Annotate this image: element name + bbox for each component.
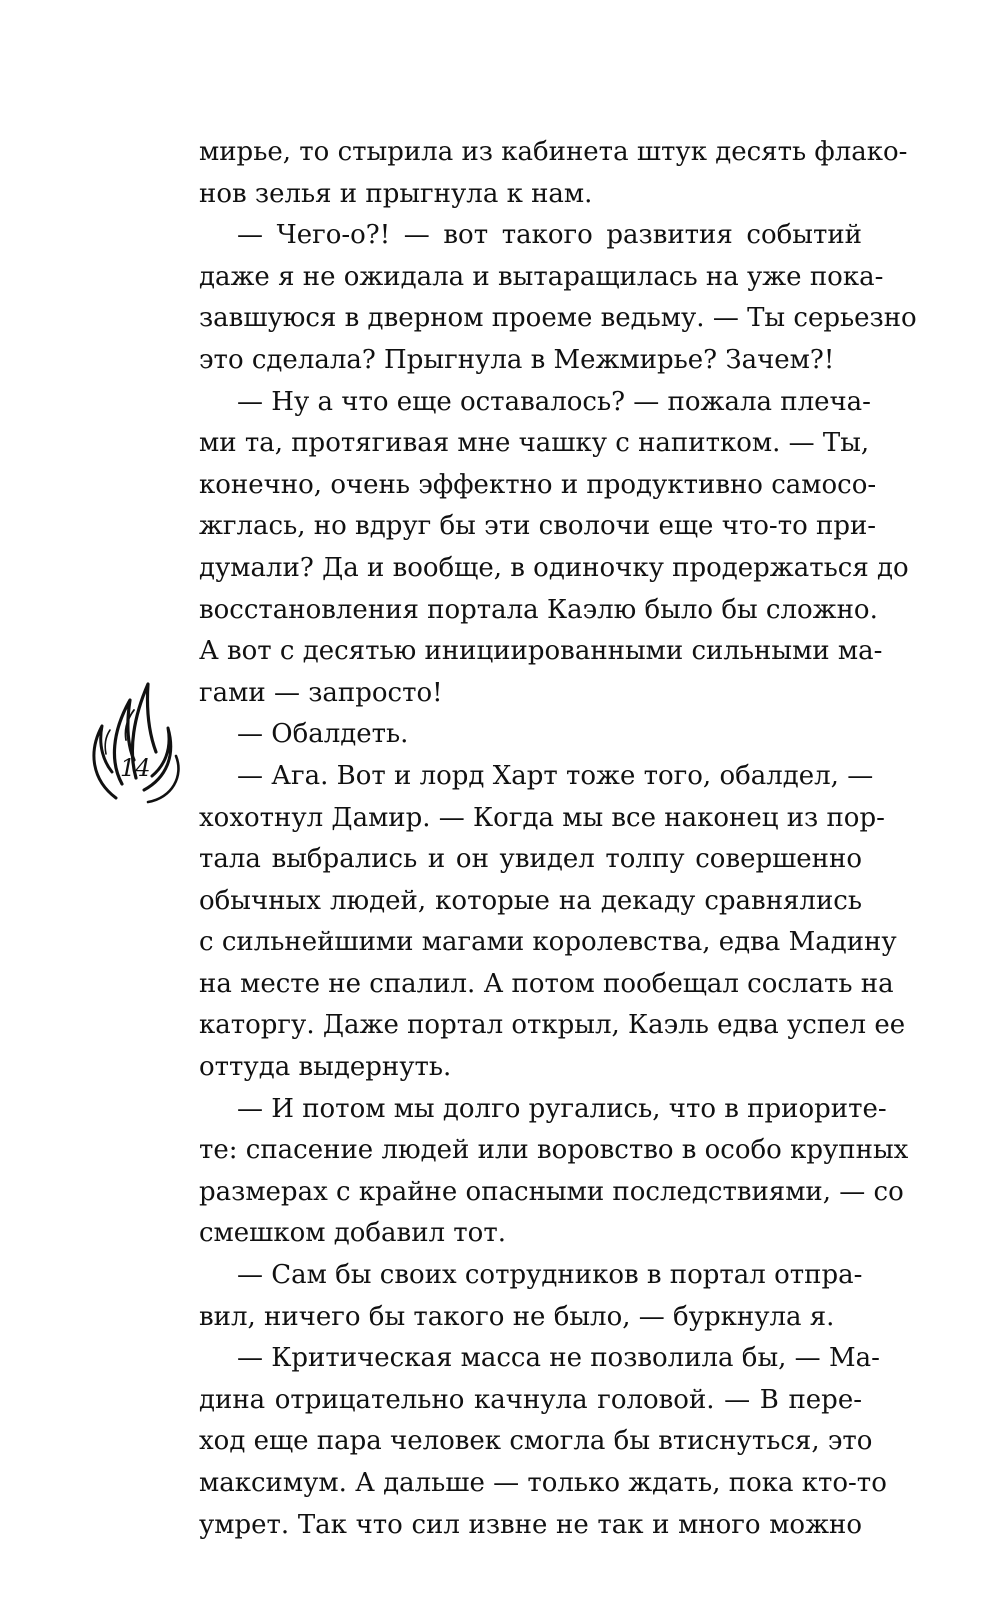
text-line: смешком добавил тот.	[199, 1218, 506, 1249]
text-line: — Ну а что еще оставалось? — пожала плеча-	[237, 386, 871, 417]
text-line: — Чего-о?! — вот такого развития событий	[237, 220, 862, 251]
text-line: на месте не спалил. А потом пообещал сослать на	[199, 968, 894, 999]
text-line: А вот с десятью инициированными сильными ма-	[199, 636, 883, 667]
text-line: даже я не ожидала и вытаращилась на уже пока-	[199, 261, 884, 292]
text-line: мирье, то стырила из кабинета штук десять флако-	[199, 137, 908, 167]
text-line: умрет. Так что сил извне не так и много можно	[199, 1509, 862, 1540]
text-line: завшуюся в дверном проеме ведьму. — Ты серьезно	[199, 303, 917, 334]
text-line: конечно, очень эффектно и продуктивно самосо-	[199, 469, 877, 500]
text-line: ми та, протягивая мне чашку с напитком. — Ты,	[199, 428, 870, 459]
text-line: нов зелья и прыгнула к нам.	[199, 178, 593, 209]
text-line: — Критическая масса не позволила бы, — Ма-	[237, 1343, 880, 1374]
text-line: те: спасение людей или воровство в особо крупных	[199, 1135, 909, 1166]
text-line: обычных людей, которые на декаду сравнялись	[199, 885, 862, 916]
text-line: максимум. А дальше — только ждать, пока кто-то	[199, 1468, 887, 1498]
text-line: дина отрицательно качнула головой. — В пере-	[199, 1384, 862, 1415]
text-line: вил, ничего бы такого не было, — буркнула я.	[199, 1301, 835, 1332]
flame-icon	[86, 680, 182, 810]
text-line: восстановления портала Каэлю было бы сложно.	[199, 594, 878, 625]
text-line: — Сам бы своих сотрудников в портал отпра-	[237, 1260, 863, 1291]
text-line: тала выбрались и он увидел толпу совершенно	[199, 844, 862, 875]
text-line: — Ага. Вот и лорд Харт тоже того, обалдел, —	[237, 760, 874, 791]
text-line: размерах с крайне опасными последствиями, — со	[199, 1176, 904, 1207]
text-line: думали? Да и вообще, в одиночку продержаться до	[199, 552, 909, 583]
text-line: — Обалдеть.	[237, 719, 409, 750]
text-line: каторгу. Даже портал открыл, Каэль едва успел ее	[199, 1010, 906, 1041]
page-folio	[86, 680, 182, 810]
page-text	[199, 132, 917, 1546]
text-line: с сильнейшими магами королевства, едва Мадину	[199, 927, 897, 958]
text-line: хохотнул Дамир. — Когда мы все наконец из пор-	[199, 802, 885, 833]
text-line: жглась, но вдруг бы эти сволочи еще что-то при-	[199, 511, 877, 542]
text-line: — И потом мы долго ругались, что в приорите-	[237, 1093, 887, 1124]
text-line: это сделала? Прыгнула в Межмирье? Зачем?!	[199, 344, 835, 375]
text-line: гами — запросто!	[199, 677, 443, 708]
page-number: 14	[120, 754, 151, 782]
text-line: ход еще пара человек смогла бы втиснуться, это	[199, 1426, 873, 1457]
text-line: оттуда выдернуть.	[199, 1052, 452, 1083]
